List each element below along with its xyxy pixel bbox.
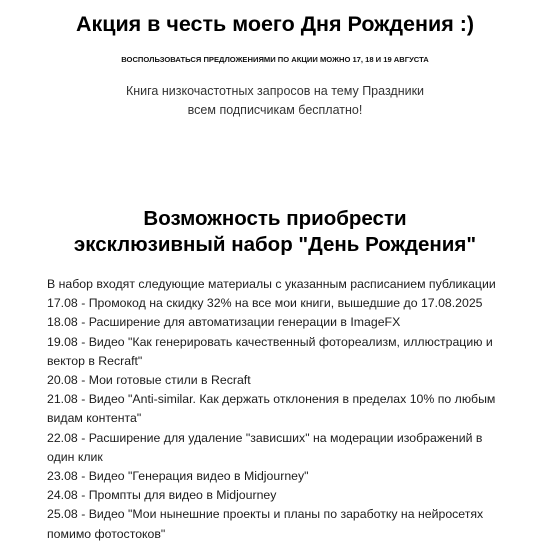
promo-dates-subtitle: ВОСПОЛЬЗОВАТЬСЯ ПРЕДЛОЖЕНИЯМИ ПО АКЦИИ МОЖНО 17, 18 И 19 АВГУСТА xyxy=(121,55,429,64)
section-title-line-1: Возможность приобрести xyxy=(143,207,407,230)
section-title xyxy=(0,206,550,258)
schedule-item-21: 21.08 - Видео "Anti-similar. Как держать отклонения в пределах 10% по любым видам контента" xyxy=(47,392,496,426)
section-title-line-2: эксклюзивный набор "День Рождения" xyxy=(73,233,477,256)
schedule-intro: В набор входят следующие материалы с указанным расписанием публикации xyxy=(47,277,496,291)
schedule-item-23: 23.08 - Видео "Генерация видео в Midjourney" xyxy=(47,469,309,484)
free-book-offer xyxy=(0,82,550,120)
free-book-offer-line-2: всем подписчикам бесплатно! xyxy=(187,103,363,117)
free-book-offer-line-1: Книга низкочастотных запросов на тему Праздники xyxy=(125,84,425,98)
schedule-item-18: 18.08 - Расширение для автоматизации генерации в ImageFX xyxy=(47,315,401,330)
schedule-item-19: 19.08 - Видео "Как генерировать качественный фотореализм, иллюстрацию и вектор в Recraft" xyxy=(47,334,493,368)
schedule-item-25: 25.08 - Видео "Мои нынешние проекты и планы по заработку на нейросетях помимо фотостоков" xyxy=(47,507,484,541)
schedule-item-22: 22.08 - Расширение для удаление "зависших" на модерации изображений в один клик xyxy=(47,430,483,464)
schedule-list xyxy=(47,275,509,544)
schedule-item-17: 17.08 - Промокод на скидку 32% на все мои книги, вышедшие до 17.08.2025 xyxy=(47,296,483,311)
schedule-item-20: 20.08 - Мои готовые стили в Recraft xyxy=(47,373,251,388)
schedule-item-24: 24.08 - Промпты для видео в Midjourney xyxy=(47,488,277,503)
page-title: Акция в честь моего Дня Рождения :) xyxy=(75,12,475,36)
